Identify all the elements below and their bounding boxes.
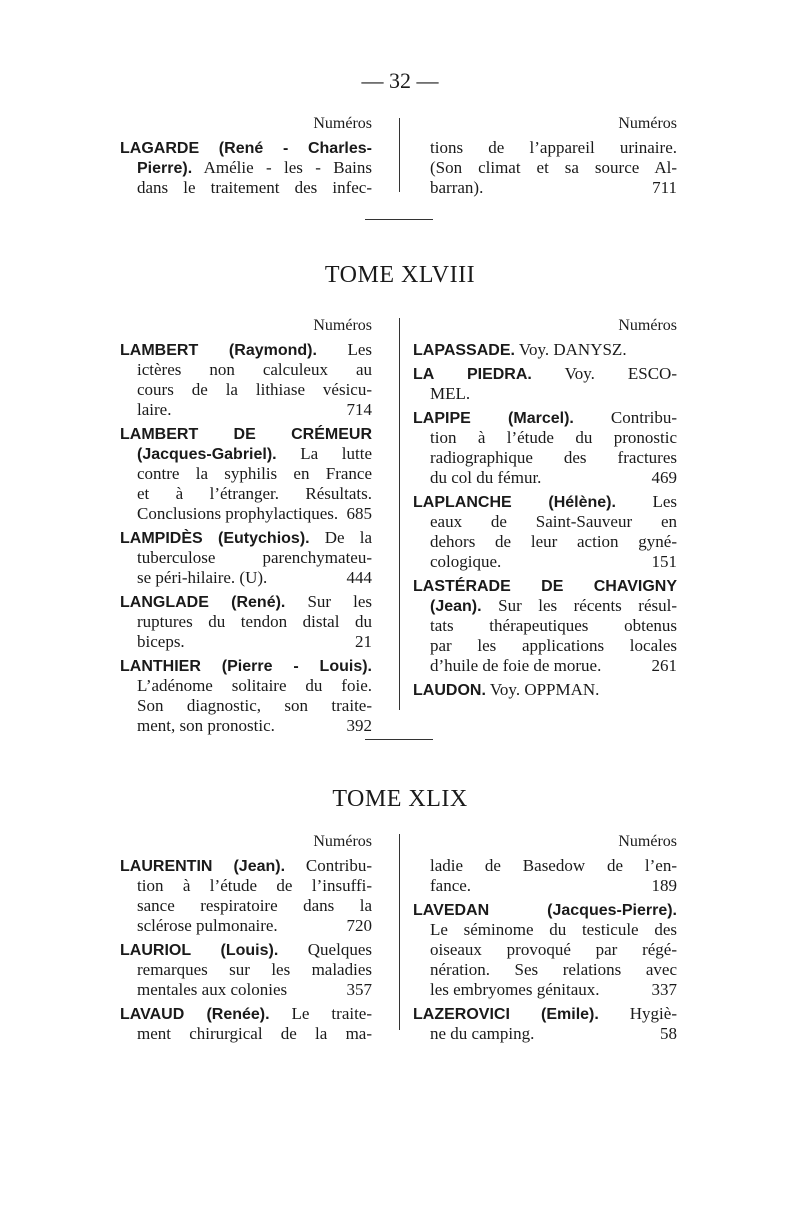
- entry-text: ictères non calculeux au: [137, 360, 372, 379]
- entry-name: LASTÉRADE DE CHAVIGNY: [413, 578, 677, 595]
- entry-text: De la: [324, 528, 372, 547]
- entry-text: (Son climat et sa source Al-: [430, 158, 677, 177]
- entry-number: 337: [651, 980, 677, 999]
- entry-text: cologique.: [430, 552, 502, 571]
- index-entry-laudon: [413, 680, 677, 700]
- entry-text: ruptures du tendon distal du: [137, 612, 372, 631]
- entry-text: oiseaux provoqué par régé-: [430, 940, 677, 959]
- entry-text: Amélie - les - Bains: [203, 158, 373, 177]
- entry-name: LAMBERT (Raymond).: [120, 342, 317, 359]
- index-entry-lambert: [120, 340, 372, 420]
- entry-text: Sur les récents résul-: [498, 596, 678, 615]
- entry-text: Le traite-: [291, 1004, 373, 1023]
- entry-number: 189: [651, 876, 677, 895]
- entry-number: 711: [652, 178, 677, 197]
- entry-name: LANGLADE (René).: [120, 594, 286, 611]
- entry-text: mentales aux colonies: [137, 980, 288, 999]
- index-entry-laurentin: [120, 856, 372, 936]
- column-header: Numéros: [618, 317, 677, 334]
- index-entry-lampides: [120, 528, 372, 588]
- entry-text: sclérose pulmonaire.: [137, 916, 278, 935]
- entry-text: et à l’étranger. Résultats.: [137, 484, 372, 503]
- entry-text: Conclusions prophylactiques.: [137, 504, 339, 523]
- entry-text: fance.: [430, 876, 472, 895]
- index-entry-laplanche: [413, 492, 677, 572]
- index-entry-lasterade: [413, 576, 677, 676]
- section-title: TOME XLIX: [332, 786, 468, 812]
- index-entry-lavedan: [413, 900, 677, 1000]
- entry-text: ne du camping.: [430, 1024, 535, 1043]
- column-header: Numéros: [618, 833, 677, 850]
- entry-text: Les: [652, 492, 677, 511]
- index-entry-lapipe: [413, 408, 677, 488]
- entry-text: tats thérapeutiques obtenus: [430, 616, 677, 635]
- entry-name: LAGARDE (René - Charles-: [120, 140, 372, 157]
- entry-number: 714: [346, 400, 372, 419]
- index-entry-langlade: [120, 592, 372, 652]
- entry-text: dehors de leur action gyné-: [430, 532, 677, 551]
- entry-name: (Jacques-Gabriel).: [137, 446, 277, 463]
- entry-number: 392: [346, 716, 372, 735]
- entry-text: Contribu-: [305, 856, 372, 875]
- entry-text: Son diagnostic, son traite-: [137, 696, 372, 715]
- entry-text: Voy. ESCO-: [564, 364, 677, 383]
- entry-text: nération. Ses relations avec: [430, 960, 677, 979]
- column-divider: [399, 118, 400, 192]
- index-entry-continuation: [413, 856, 677, 896]
- entry-number: 685: [346, 504, 372, 523]
- entry-text: La lutte: [300, 444, 372, 463]
- entry-text: ment chirurgical de la ma-: [137, 1024, 372, 1043]
- index-entry-lauriol: [120, 940, 372, 1000]
- entry-text: Sur les: [307, 592, 372, 611]
- column-header: Numéros: [313, 115, 372, 132]
- entry-text: Le séminome du testicule des: [430, 920, 677, 939]
- entry-number: 21: [355, 632, 372, 651]
- entry-name: LAMBERT DE CRÉMEUR: [120, 426, 372, 443]
- section-rule: [365, 219, 433, 220]
- entry-text: Quelques: [307, 940, 372, 959]
- index-entry-lagarde: [120, 138, 372, 198]
- column-header: Numéros: [313, 833, 372, 850]
- entry-name: LANTHIER (Pierre - Louis).: [120, 658, 372, 675]
- entry-text: se péri-hilaire. (U).: [137, 568, 268, 587]
- entry-text: Voy. DANYSZ.: [518, 340, 627, 359]
- entry-name: LAURENTIN (Jean).: [120, 858, 286, 875]
- column-header: Numéros: [313, 317, 372, 334]
- entry-number: 720: [346, 916, 372, 935]
- entry-name: LAZEROVICI (Emile).: [413, 1006, 599, 1023]
- entry-text: Hygiè-: [629, 1004, 677, 1023]
- entry-text: par les applications locales: [430, 636, 677, 655]
- tome-xlix-left-column: [120, 832, 372, 1044]
- entry-name: LAMPIDÈS (Eutychios).: [120, 530, 310, 547]
- index-entry-continuation: [413, 138, 677, 198]
- entry-text: tion à l’étude de l’insuffi-: [137, 876, 372, 895]
- entry-text: ladie de Basedow de l’en-: [430, 856, 677, 875]
- entry-number: 357: [346, 980, 372, 999]
- top-right-column: [413, 114, 677, 198]
- column-divider: [399, 834, 400, 1030]
- entry-text: tion à l’étude du pronostic: [430, 428, 677, 447]
- entry-number: 469: [651, 468, 677, 487]
- index-entry-lapassade: [413, 340, 677, 360]
- entry-number: 58: [660, 1024, 677, 1043]
- index-entry-lanthier: [120, 656, 372, 736]
- entry-number: 444: [346, 568, 372, 587]
- entry-name: LAPASSADE.: [413, 342, 515, 359]
- entry-text: du col du fémur.: [430, 468, 542, 487]
- tome-xlix-right-column: [413, 832, 677, 1044]
- entry-name: LAVEDAN (Jacques-Pierre).: [413, 902, 677, 919]
- entry-name: (Jean).: [430, 598, 482, 615]
- entry-text: MEL.: [430, 384, 471, 403]
- entry-text: L’adénome solitaire du foie.: [137, 676, 372, 695]
- entry-text: ment, son pronostic.: [137, 716, 275, 735]
- entry-text: contre la syphilis en France: [137, 464, 372, 483]
- column-header: Numéros: [618, 115, 677, 132]
- section-rule: [365, 739, 433, 740]
- entry-text: remarques sur les maladies: [137, 960, 372, 979]
- tome-xlviii-right-column: [413, 316, 677, 700]
- entry-text: sance respiratoire dans la: [137, 896, 372, 915]
- entry-name: Pierre).: [137, 160, 193, 177]
- entry-name: LA PIEDRA.: [413, 366, 532, 383]
- entry-text: barran).: [430, 178, 484, 197]
- page-number: — 32 —: [361, 68, 439, 93]
- index-entry-lazerovici: [413, 1004, 677, 1044]
- entry-number: 151: [651, 552, 677, 571]
- entry-text: radiographique des fractures: [430, 448, 677, 467]
- index-entry-la-piedra: [413, 364, 677, 404]
- entry-text: Voy. OPPMAN.: [489, 680, 600, 699]
- entry-name: LAPLANCHE (Hélène).: [413, 494, 616, 511]
- entry-number: 261: [651, 656, 677, 675]
- entry-name: LAVAUD (Renée).: [120, 1006, 270, 1023]
- entry-name: LAUDON.: [413, 682, 486, 699]
- entry-text: eaux de Saint-Sauveur en: [430, 512, 677, 531]
- top-left-column: [120, 114, 372, 198]
- entry-text: dans le traitement des infec-: [137, 178, 372, 197]
- entry-text: laire.: [137, 400, 172, 419]
- index-entry-lavaud: [120, 1004, 372, 1044]
- index-entry-lambert-de-cremeur: [120, 424, 372, 524]
- entry-text: Les: [347, 340, 373, 359]
- entry-text: cours de la lithiase vésicu-: [137, 380, 372, 399]
- entry-text: tuberculose parenchymateu-: [137, 548, 372, 567]
- entry-text: Contribu-: [610, 408, 678, 427]
- entry-name: LAPIPE (Marcel).: [413, 410, 574, 427]
- tome-xlviii-left-column: [120, 316, 372, 736]
- entry-text: les embryomes génitaux.: [430, 980, 600, 999]
- column-divider: [399, 318, 400, 710]
- entry-name: LAURIOL (Louis).: [120, 942, 279, 959]
- entry-text: tions de l’appareil urinaire.: [430, 138, 677, 157]
- entry-text: d’huile de foie de morue.: [430, 656, 602, 675]
- section-title: TOME XLVIII: [324, 262, 476, 288]
- entry-text: biceps.: [137, 632, 185, 651]
